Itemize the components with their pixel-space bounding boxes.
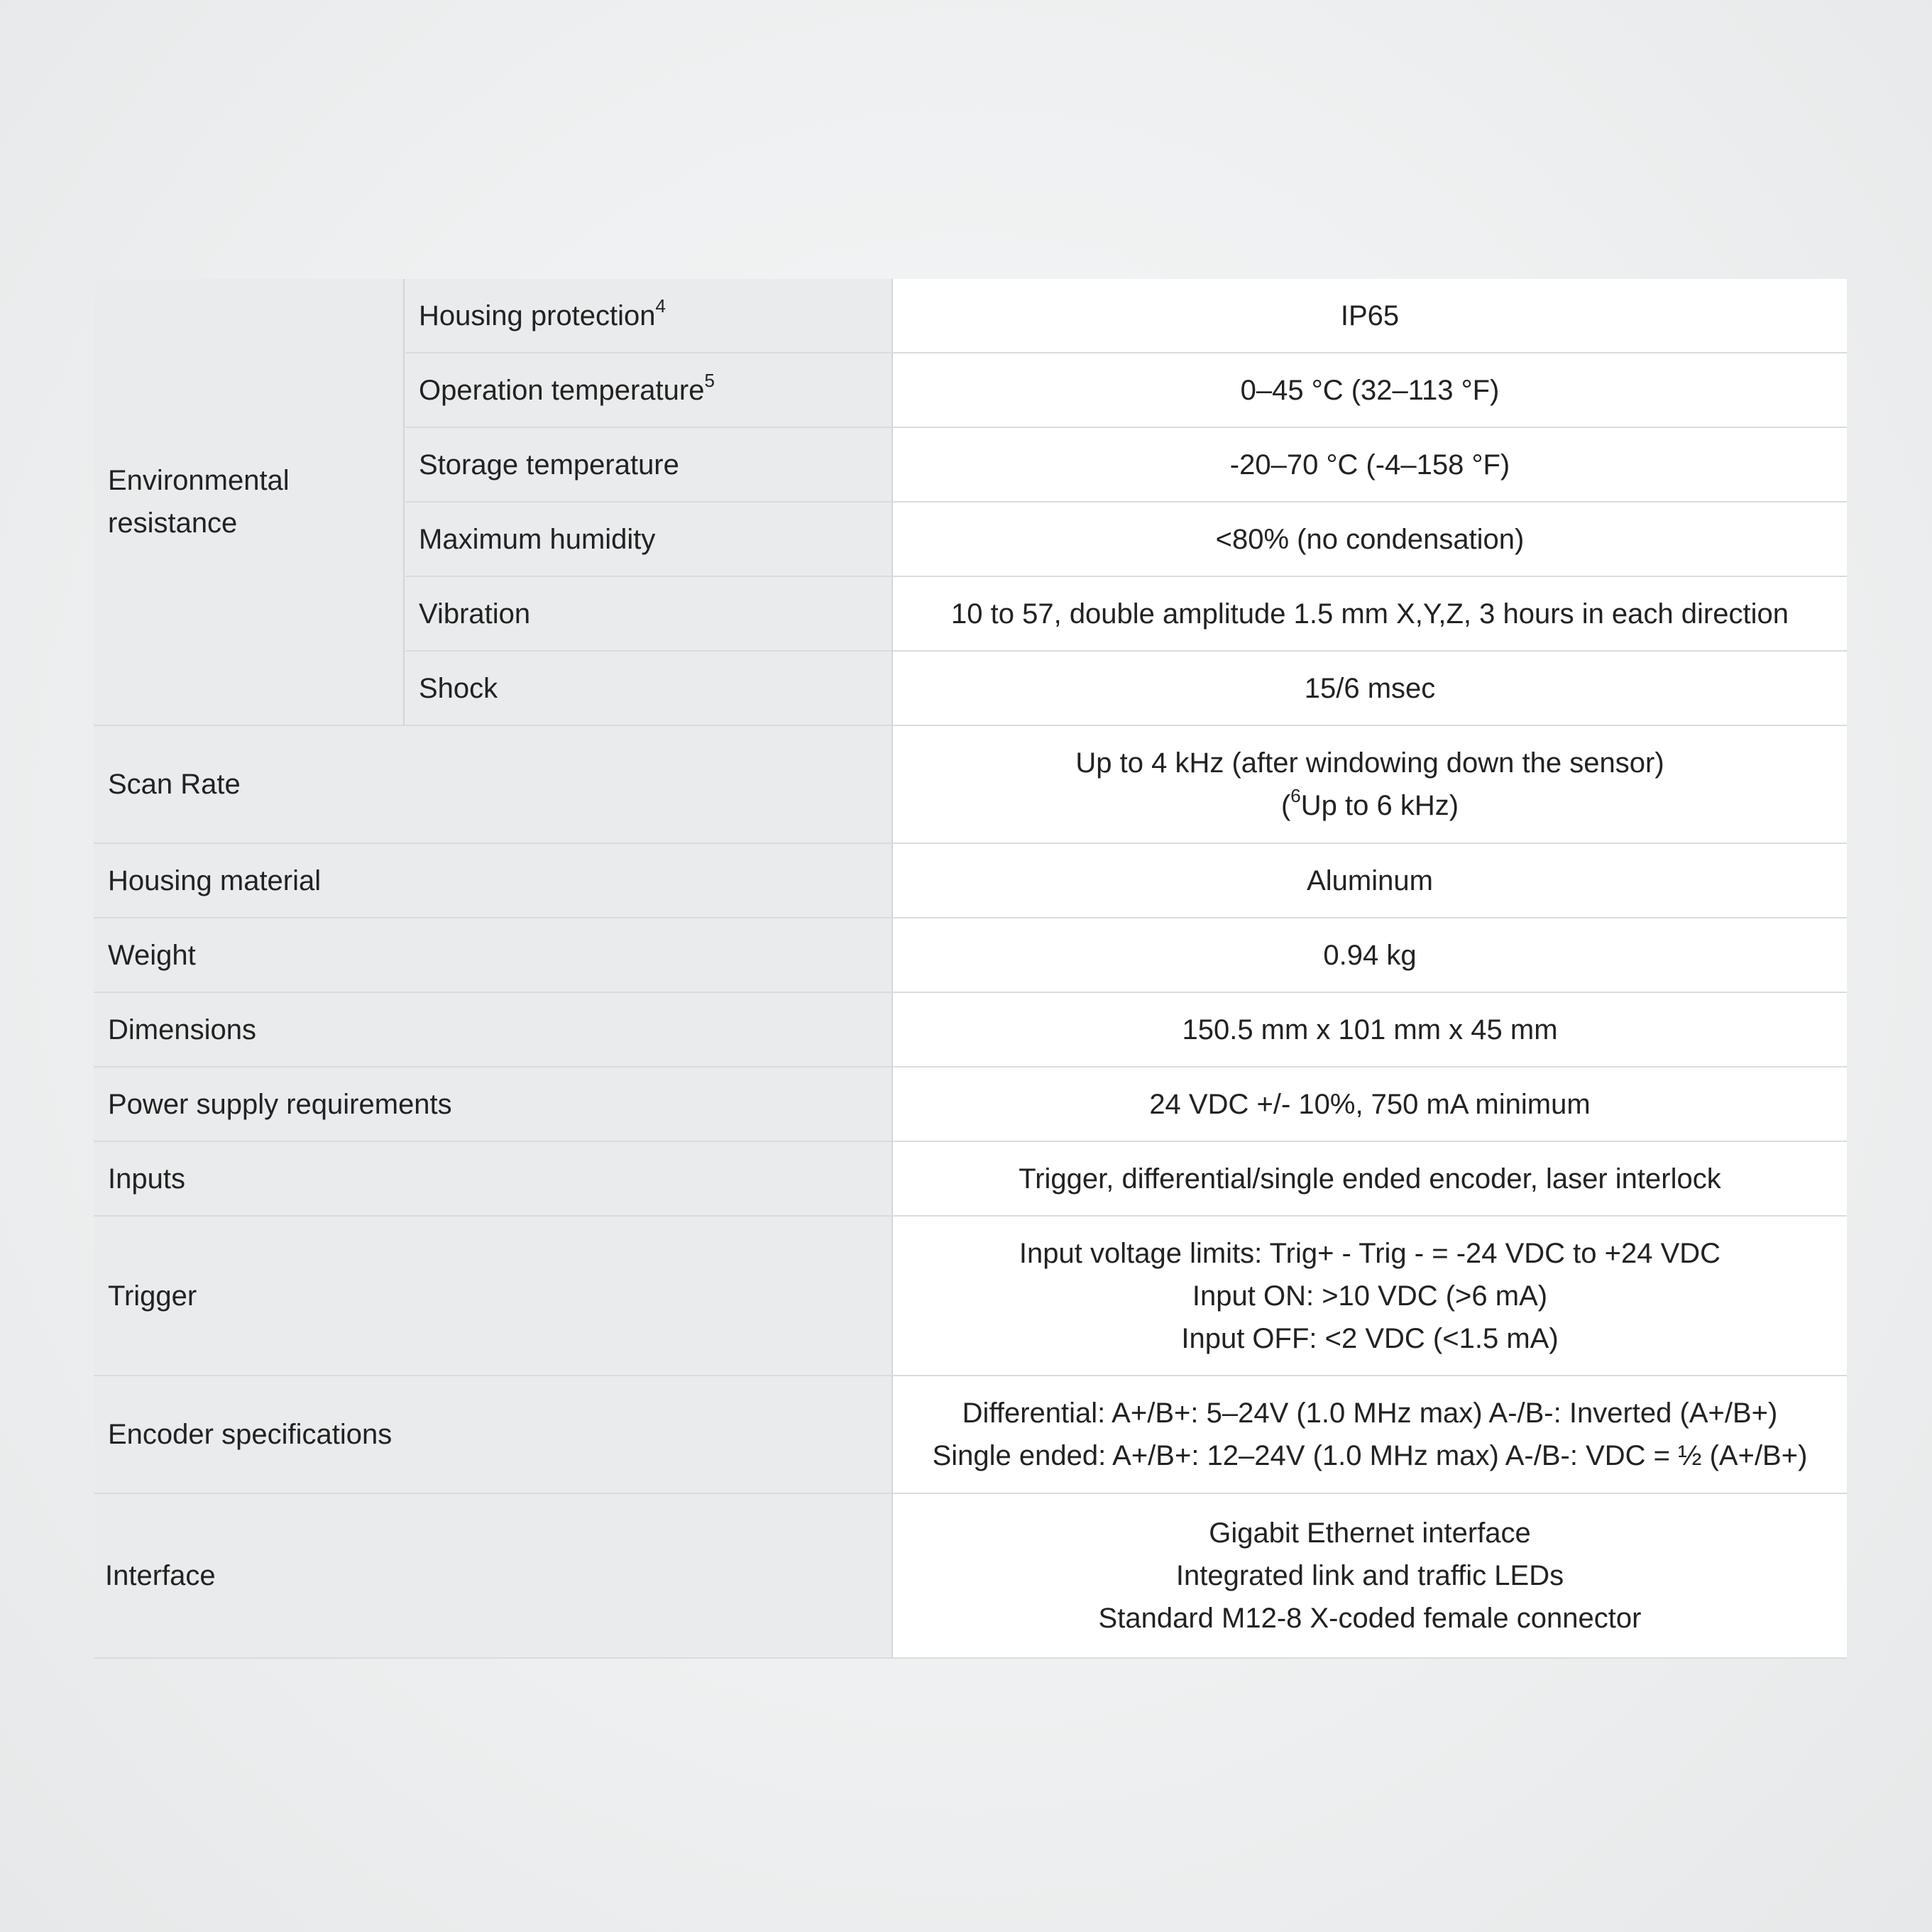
table-row: [94, 1376, 1847, 1493]
trigger-label: Trigger: [94, 1216, 892, 1376]
inputs-label: Inputs: [94, 1141, 892, 1216]
footnote-ref: 5: [704, 369, 715, 391]
housing-protection-label: Housing protection$^4$: [404, 279, 892, 353]
encoder-specifications-value: Differential: A+/B+: 5–24V (1.0 MHz max) A-/B-: Inverted (A+/B+) Single ended: A+/B+: 12–24V (1.0 MHz max) A-/B-: VDC = ½ (A+/B+): [892, 1376, 1847, 1493]
table-row: [94, 918, 1847, 992]
housing-material-value: Aluminum: [892, 843, 1847, 918]
table-row: [94, 1216, 1847, 1376]
housing-material-label: Housing material: [94, 843, 892, 918]
scan-rate-label: Scan Rate: [94, 725, 892, 843]
inputs-value: Trigger, differential/single ended encoder, laser interlock: [892, 1141, 1847, 1216]
shock-value: 15/6 msec: [892, 651, 1847, 725]
table-row: [94, 279, 1847, 353]
power-supply-label: Power supply requirements: [94, 1067, 892, 1141]
vibration-value: 10 to 57, double amplitude 1.5 mm X,Y,Z, 3 hours in each direction: [892, 576, 1847, 651]
footnote-ref: 6: [1290, 785, 1301, 806]
vibration-label: Vibration: [404, 576, 892, 651]
footnote-ref: 4: [655, 295, 666, 317]
spec-table: [94, 279, 1847, 1659]
storage-temperature-label: Storage temperature: [404, 427, 892, 502]
power-supply-value: 24 VDC +/- 10%, 750 mA minimum: [892, 1067, 1847, 1141]
operation-temperature-label: Operation temperature$^5$: [404, 353, 892, 427]
scan-rate-value: Up to 4 kHz (after windowing down the sensor) ($^6$Up to 6 kHz): [892, 725, 1847, 843]
environmental-resistance-label: Environmental resistance: [94, 279, 404, 725]
encoder-specifications-label: Encoder specifications: [94, 1376, 892, 1493]
table-row: [94, 992, 1847, 1067]
weight-value: 0.94 kg: [892, 918, 1847, 992]
shock-label: Shock: [404, 651, 892, 725]
table-row: [94, 843, 1847, 918]
table-row: [94, 1067, 1847, 1141]
table-row: [94, 1141, 1847, 1216]
storage-temperature-value: -20–70 °C (-4–158 °F): [892, 427, 1847, 502]
housing-protection-value: IP65: [892, 279, 1847, 353]
table-row: [94, 725, 1847, 843]
table-row: [94, 1493, 1847, 1658]
maximum-humidity-label: Maximum humidity: [404, 502, 892, 576]
maximum-humidity-value: <80% (no condensation): [892, 502, 1847, 576]
interface-label: Interface: [94, 1493, 892, 1658]
weight-label: Weight: [94, 918, 892, 992]
dimensions-value: 150.5 mm x 101 mm x 45 mm: [892, 992, 1847, 1067]
dimensions-label: Dimensions: [94, 992, 892, 1067]
interface-value: Gigabit Ethernet interface Integrated link and traffic LEDs Standard M12-8 X-coded female connector: [892, 1493, 1847, 1658]
operation-temperature-value: 0–45 °C (32–113 °F): [892, 353, 1847, 427]
trigger-value: Input voltage limits: Trig+ - Trig - = -24 VDC to +24 VDC Input ON: >10 VDC (>6 mA) Input OFF: <2 VDC (<1.5 mA): [892, 1216, 1847, 1376]
